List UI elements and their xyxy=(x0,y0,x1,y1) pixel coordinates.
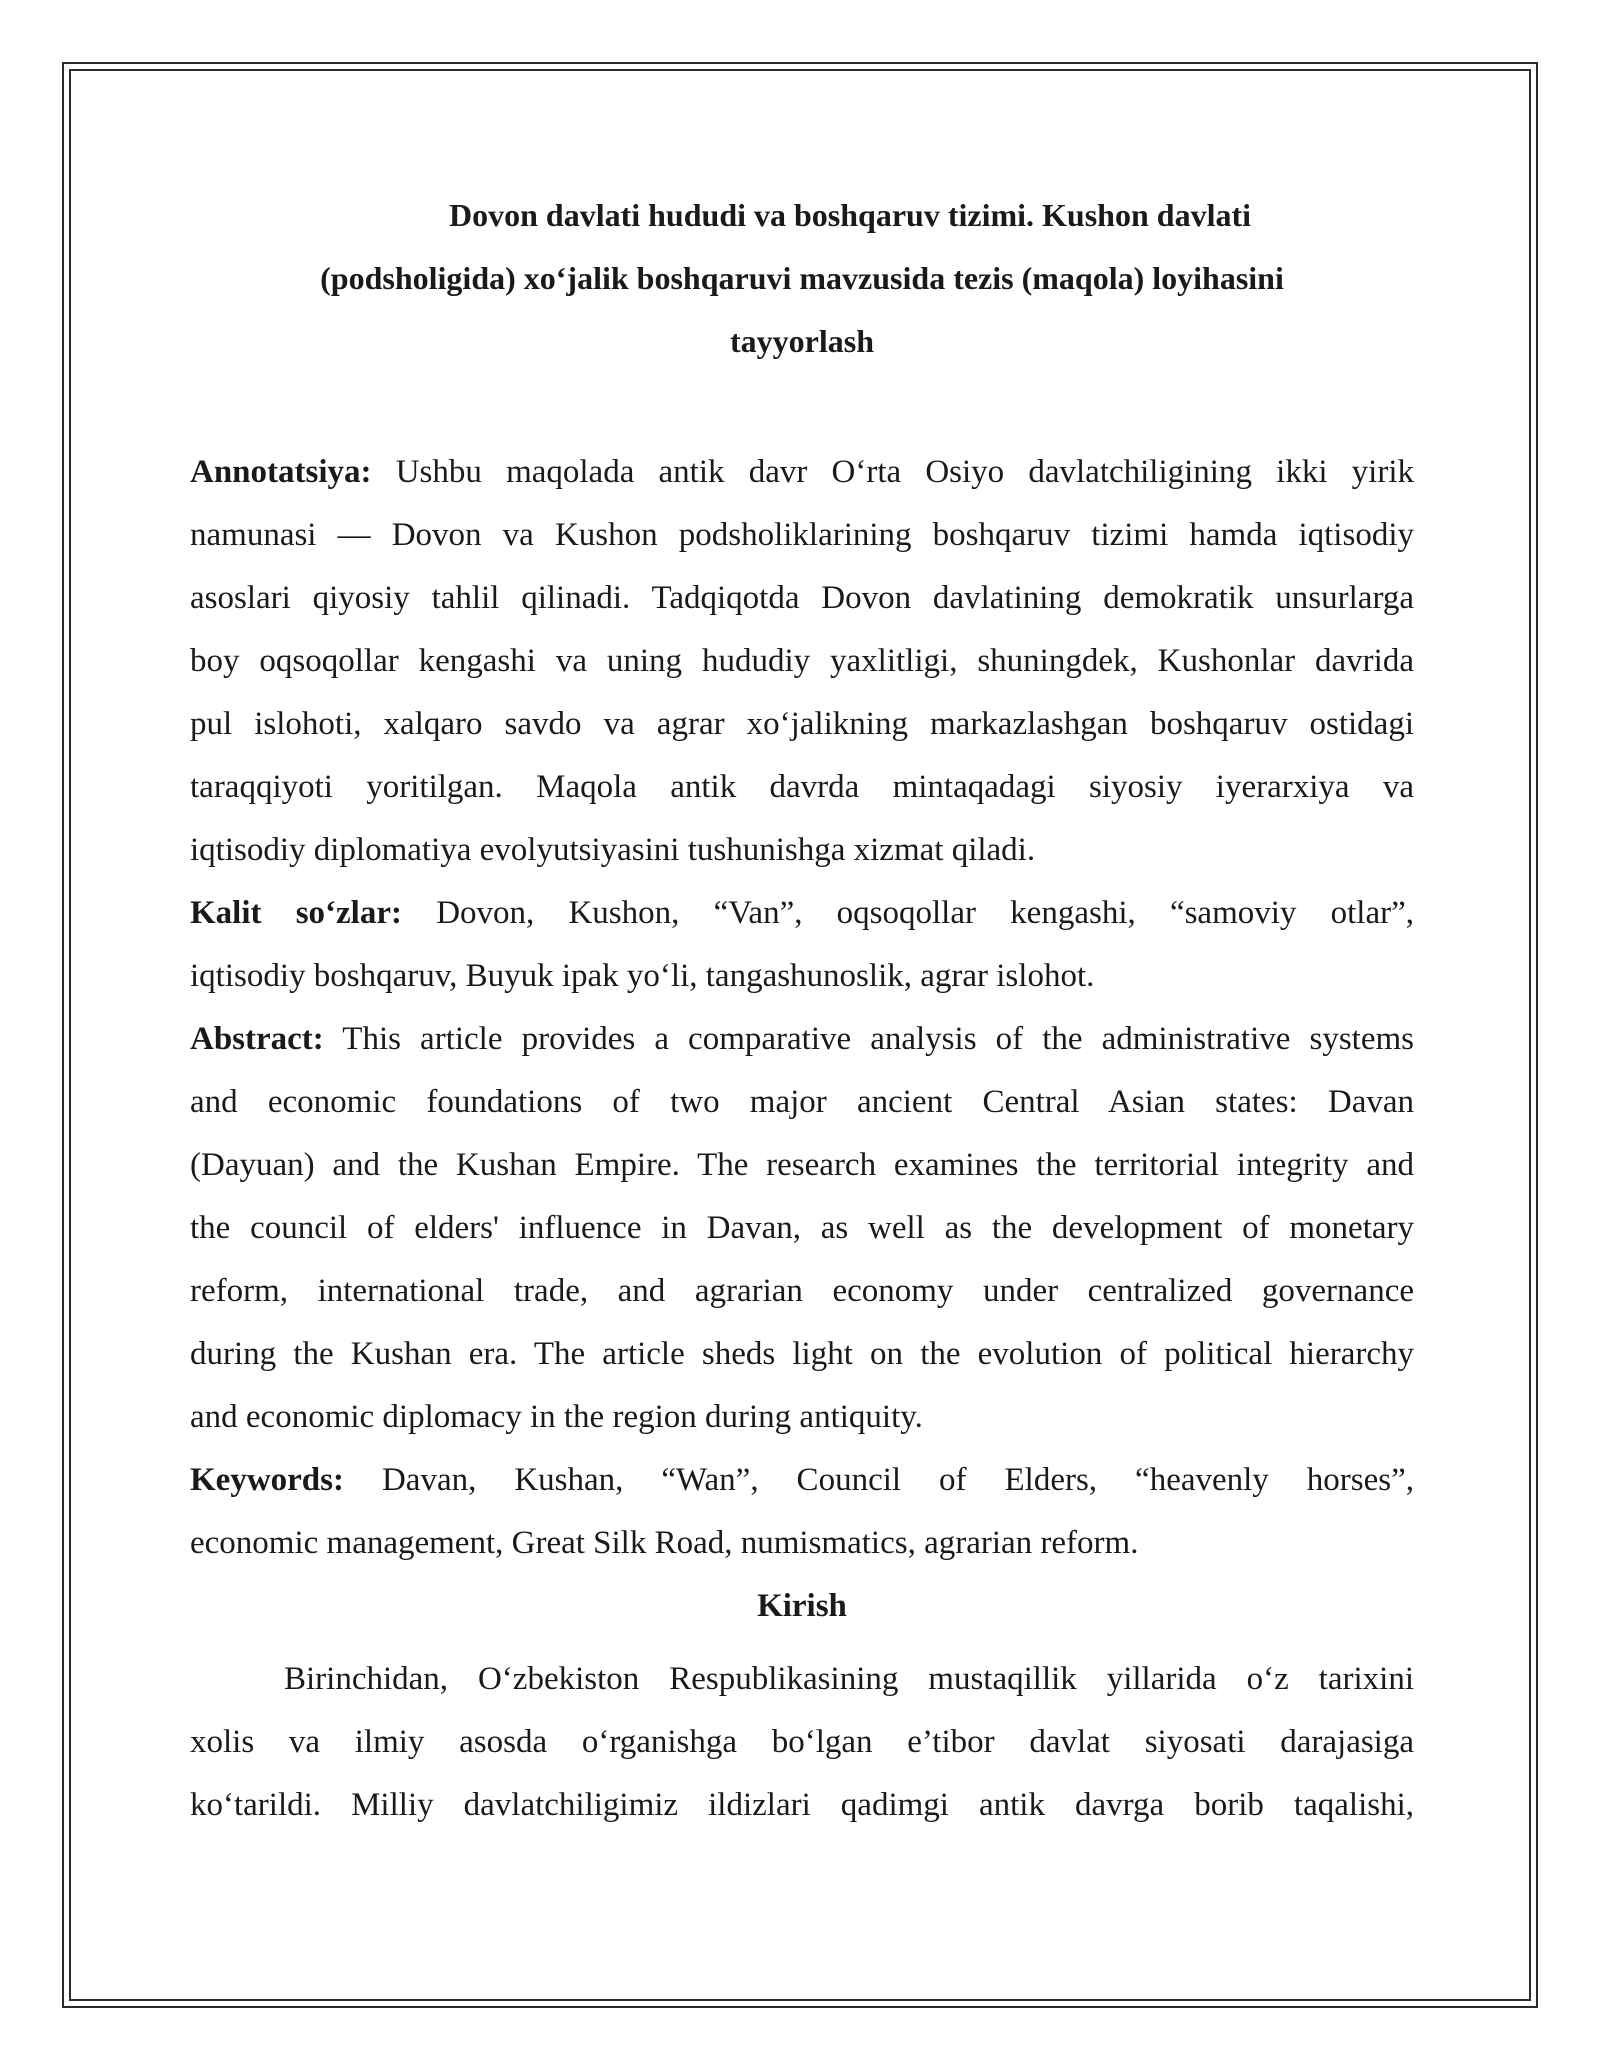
keywords-en-label: Keywords: xyxy=(190,1462,344,1498)
title-line-2: (podsholigida) xo‘jalik boshqaruvi mavzusida tezis (maqola) loyihasini xyxy=(320,260,1284,296)
intro-heading: Kirish xyxy=(757,1588,847,1624)
intro-paragraph: Birinchidan, O‘zbekiston Respublikasining mustaqillik yillarida o‘z tarixini xolis va ilmiy asosda o‘rganishga bo‘lgan e’tibor davlat siyosati darajasiga ko‘tarildi. Milliy davlatchiligimiz ildizlari qadimgi antik davrga borib taqalishi, xyxy=(190,1661,1414,1823)
document-body xyxy=(190,184,1414,1837)
annotation-paragraph: Annotatsiya: Ushbu maqolada antik davr O‘rta Osiyo davlatchiligining ikki yirik namunasi — Dovon va Kushon podsholiklarining boshqaruv tizimi hamda iqtisodiy asoslari qiyosiy tahlil qilinadi. Tadqiqotda Dovon davlatining demokratik unsurlarga boy oqsoqollar kengashi va uning hududiy yaxlitligi, shuningdek, Kushonlar davrida pul islohoti, xalqaro savdo va agrar xo‘jalikning markazlashgan boshqaruv ostidagi taraqqiyoti yoritilgan. Maqola antik davrda mintaqadagi siyosiy iyerarxiya va iqtisodiy diplomatiya evolyutsiyasini tushunishga xizmat qiladi. xyxy=(190,454,1414,868)
annotation-label: Annotatsiya: xyxy=(190,454,372,490)
keywords-en-paragraph: Keywords: Davan, Kushan, “Wan”, Council of Elders, “heavenly horses”, economic management, Great Silk Road, numismatics, agrarian reform. xyxy=(190,1462,1414,1561)
abstract-label: Abstract: xyxy=(190,1021,324,1057)
keywords-uz-paragraph: Kalit so‘zlar: Dovon, Kushon, “Van”, oqsoqollar kengashi, “samoviy otlar”, iqtisodiy boshqaruv, Buyuk ipak yo‘li, tangashunoslik, agrar islohot. xyxy=(190,895,1414,994)
heading-spacer xyxy=(190,1638,1414,1648)
title-line-1: Dovon davlati hududi va boshqaruv tizimi. Kushon davlati xyxy=(448,197,1251,233)
title-spacer xyxy=(190,373,1414,441)
document-title xyxy=(190,184,1414,373)
abstract-paragraph: Abstract: This article provides a comparative analysis of the administrative systems and economic foundations of two major ancient Central Asian states: Davan (Dayuan) and the Kushan Empire. The research examines the territorial integrity and the council of elders' influence in Davan, as well as the development of monetary reform, international trade, and agrarian economy under centralized governance during the Kushan era. The article sheds light on the evolution of political hierarchy and economic diplomacy in the region during antiquity. xyxy=(190,1021,1414,1435)
title-line-3: tayyorlash xyxy=(730,323,874,359)
keywords-uz-label: Kalit so‘zlar: xyxy=(190,895,402,931)
